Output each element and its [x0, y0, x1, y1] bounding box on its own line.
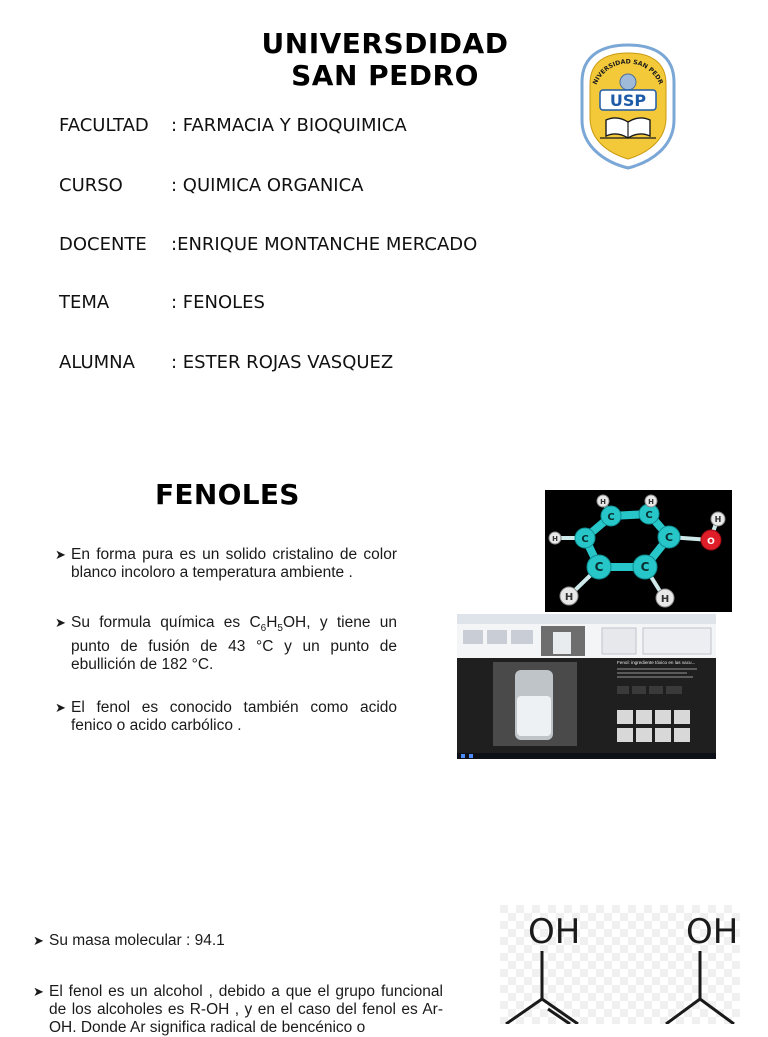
phenol-structure-diagram: [500, 905, 740, 1024]
section-title: FENOLES: [155, 478, 300, 511]
info-value: :ENRIQUE MONTANCHE MERCADO: [171, 234, 478, 255]
arrow-bullet-icon: ➤: [55, 547, 66, 562]
svg-text:USP: USP: [609, 91, 647, 110]
info-row-docente: [59, 234, 477, 255]
info-label: ALUMNA: [59, 352, 135, 373]
svg-text:OH: OH: [686, 912, 739, 952]
svg-text:C: C: [581, 534, 589, 545]
phenol-molecule-image: [545, 490, 732, 612]
svg-text:OH: OH: [528, 912, 581, 952]
info-row-alumna: [59, 352, 393, 373]
arrow-bullet-icon: ➤: [55, 615, 66, 630]
info-value: : ESTER ROJAS VASQUEZ: [171, 352, 394, 373]
bullet-text: Su masa molecular : 94.1: [49, 932, 225, 949]
svg-text:C: C: [640, 560, 650, 574]
svg-text:H: H: [714, 515, 722, 524]
info-row-tema: [59, 292, 265, 313]
arrow-bullet-icon: ➤: [55, 700, 66, 715]
info-label: TEMA: [59, 292, 110, 313]
svg-text:C: C: [664, 531, 674, 544]
svg-text:Fenol: ingrediente tóxico en l: Fenol: ingrediente tóxico en las vacu...: [617, 660, 696, 665]
bullet-item: [33, 983, 443, 1037]
info-value: : FARMACIA Y BIOQUIMICA: [171, 115, 407, 136]
bullet-item: [55, 546, 397, 582]
svg-text:C: C: [607, 512, 615, 523]
arrow-bullet-icon: ➤: [33, 933, 44, 948]
bullet-text: Su formula química es $C_6H_5OH$, y tiene un punto de fusión de 43 °C y un punto de ebullición de 182 °C.: [71, 614, 397, 674]
info-value: : FENOLES: [171, 292, 265, 313]
bullet-text: El fenol es un alcohol , debido a que el grupo funcional de los alcoholes es R-OH , y en el caso del fenol es Ar- OH. Donde Ar significa radical de bencénico o: [49, 983, 443, 1036]
svg-text:C: C: [594, 560, 604, 574]
title-line-1: UNIVERSDIDAD: [261, 27, 509, 60]
svg-text:UNIVERSIDAD SAN PEDRO: NIVERSIDAD SAN PEDR: [591, 58, 665, 86]
arrow-bullet-icon: ➤: [33, 984, 44, 999]
phenol-crystals-screenshot: [457, 614, 716, 759]
bullet-text: En forma pura es un solido cristalino de color blanco incoloro a temperatura ambiente .: [71, 546, 397, 581]
info-label: FACULTAD: [59, 115, 149, 136]
title-line-2: SAN PEDRO: [291, 59, 479, 92]
svg-text:O: O: [707, 537, 715, 547]
svg-text:H: H: [660, 594, 670, 605]
svg-text:H: H: [552, 535, 558, 543]
university-seal-icon: [578, 42, 678, 170]
svg-text:H: H: [648, 498, 654, 506]
svg-text:H: H: [600, 498, 606, 506]
info-label: DOCENTE: [59, 234, 147, 255]
svg-text:H: H: [564, 592, 574, 603]
bullet-text: El fenol es conocido también como acido fenico o acido carbólico .: [71, 699, 397, 734]
info-row-facultad: [59, 115, 407, 136]
info-row-curso: [59, 175, 363, 196]
bullet-item: [55, 699, 397, 735]
university-title: [200, 28, 570, 92]
bullet-item: [33, 932, 443, 950]
info-value: : QUIMICA ORGANICA: [171, 175, 364, 196]
bullet-item: [55, 614, 397, 674]
svg-text:C: C: [645, 510, 653, 521]
info-label: CURSO: [59, 175, 123, 196]
